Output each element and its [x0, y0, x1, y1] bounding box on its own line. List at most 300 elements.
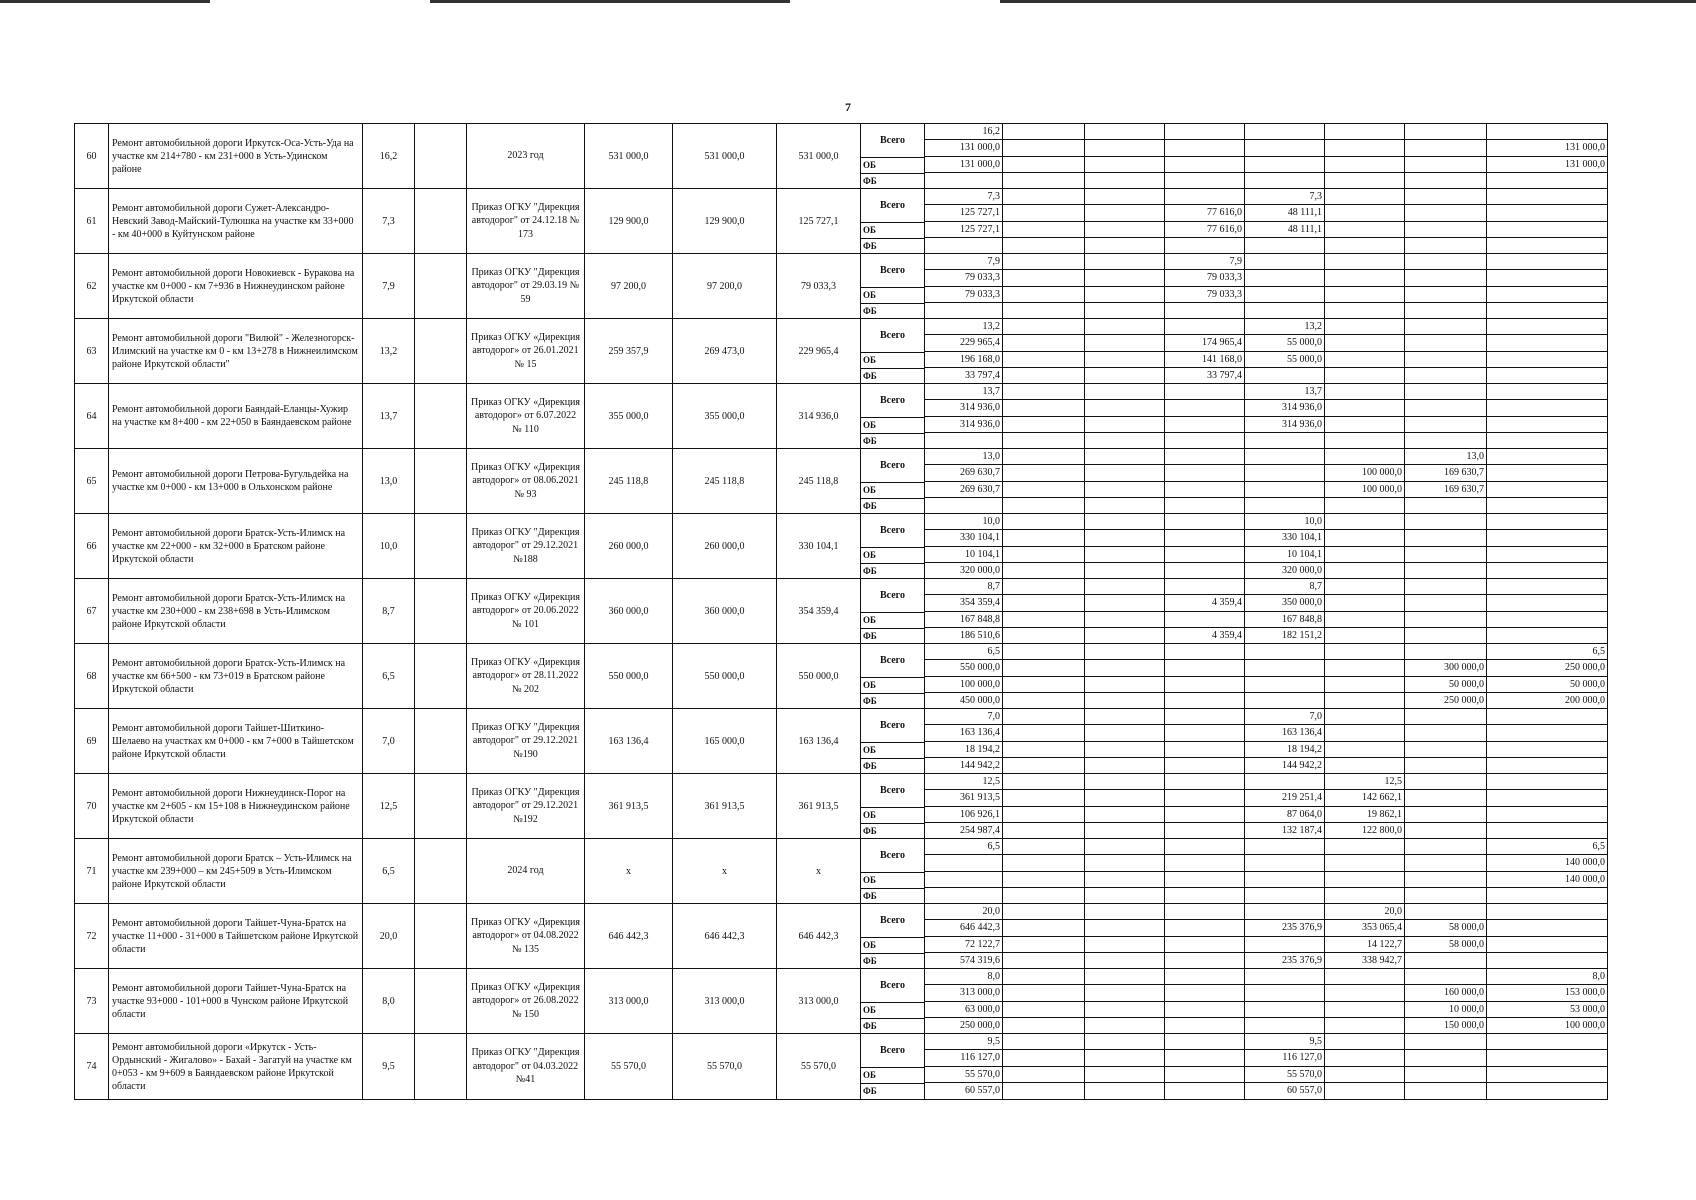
source-total-label: Всего	[861, 1034, 924, 1068]
amount-value: 60 557,0	[1287, 1084, 1322, 1096]
year-column-0	[925, 904, 1003, 968]
empty-cell	[415, 969, 467, 1033]
financing-table	[74, 123, 1608, 1100]
table-row	[75, 514, 1607, 579]
amount-value	[1405, 222, 1486, 238]
amount-value	[1085, 498, 1164, 514]
amount-value: 144 942,2	[1282, 759, 1322, 771]
amount-value	[1003, 790, 1084, 806]
road-name: Ремонт автомобильной дороги «Иркутск - Усть-Ордынский - Жигалово» - Бахай - Загатуй на участке км 0+053 - км 9+609 в Баяндаевском районе Иркутской области	[109, 1034, 363, 1099]
amount-value	[1003, 758, 1084, 774]
year-column-2	[1085, 514, 1165, 578]
amount-value	[1405, 433, 1486, 449]
amount-value	[1325, 1083, 1404, 1099]
amount-value	[1003, 1034, 1084, 1050]
amount-value	[1165, 189, 1244, 205]
contract-cost: 245 118,8	[777, 449, 861, 513]
amount-value	[1085, 709, 1164, 725]
amount-value	[1085, 1083, 1164, 1099]
contract-cost: x	[777, 839, 861, 903]
amount-value	[1085, 319, 1164, 335]
amount-value	[1405, 774, 1486, 790]
amount-value: 58 000,0	[1405, 920, 1486, 936]
source-fb-label: ФБ	[863, 175, 877, 186]
estimated-cost: 361 913,5	[585, 774, 673, 838]
year-column-6	[1405, 319, 1487, 383]
amount-value	[1245, 124, 1324, 140]
road-name: Ремонт автомобильной дороги Новокиевск - Буракова на участке км 0+000 - км 7+936 в Нижнеудинском районе Иркутской области	[109, 254, 363, 318]
funding-source	[861, 514, 925, 578]
amount-value	[1003, 872, 1084, 888]
amount-value	[1085, 433, 1164, 449]
approved-cost: 646 442,3	[673, 904, 777, 968]
amount-value	[1085, 595, 1164, 611]
amount-value	[1325, 855, 1404, 871]
year-column-5	[1325, 969, 1405, 1033]
estimated-cost: 245 118,8	[585, 449, 673, 513]
amount-value: 140 000,0	[1487, 855, 1607, 871]
table-row	[75, 189, 1607, 254]
amount-value	[1487, 547, 1607, 563]
source-ob-label: ОБ	[861, 288, 924, 304]
amount-value: 131 000,0	[925, 157, 1002, 173]
year-column-6	[1405, 839, 1487, 903]
amount-value	[1487, 823, 1607, 839]
amount-value: 79 033,3	[925, 287, 1002, 303]
amount-value	[1405, 319, 1486, 335]
amount-value	[1085, 417, 1164, 433]
amount-value	[1325, 693, 1404, 709]
year-column-1	[1003, 579, 1085, 643]
order-document: 2023 год	[467, 124, 585, 188]
amount-value	[1165, 303, 1244, 319]
year-column-2	[1085, 644, 1165, 708]
row-number: 69	[75, 709, 109, 773]
funding-source	[861, 189, 925, 253]
year-column-0	[925, 644, 1003, 708]
road-name: Ремонт автомобильной дороги Нижнеудинск-Порог на участке км 2+605 - км 15+108 в Нижнеудинском районе Иркутской области	[109, 774, 363, 838]
table-row	[75, 124, 1607, 189]
amount-value	[1487, 173, 1607, 189]
year-column-4	[1245, 904, 1325, 968]
amount-value	[1085, 823, 1164, 839]
amount-value	[1245, 270, 1324, 286]
amount-value	[1487, 498, 1607, 514]
empty-cell	[415, 189, 467, 253]
amount-value	[1405, 140, 1486, 156]
row-number: 74	[75, 1034, 109, 1099]
amount-value	[1003, 709, 1084, 725]
source-ob-label: ОБ	[861, 483, 924, 499]
amount-value	[1165, 855, 1244, 871]
contract-cost: 646 442,3	[777, 904, 861, 968]
source-ob-label: ОБ	[861, 158, 924, 174]
amount-value	[1245, 433, 1324, 449]
amount-value	[1405, 238, 1486, 254]
estimated-cost: x	[585, 839, 673, 903]
amount-value	[1165, 742, 1244, 758]
amount-value	[1405, 823, 1486, 839]
approved-cost: 165 000,0	[673, 709, 777, 773]
empty-cell	[415, 384, 467, 448]
order-document: Приказ ОГКУ "Дирекция автодорог" от 24.12.18 № 173	[467, 189, 585, 253]
road-name: Ремонт автомобильной дороги Братск-Усть-Илимск на участке км 230+000 - км 238+698 в Усть-Илимском районе Иркутской области	[109, 579, 363, 643]
road-length: 13,2	[363, 319, 415, 383]
amount-value	[1325, 384, 1404, 400]
contract-cost: 314 936,0	[777, 384, 861, 448]
page-number: 7	[845, 100, 851, 114]
amount-value: 122 800,0	[1362, 824, 1402, 836]
amount-value	[1085, 839, 1164, 855]
amount-value	[1405, 595, 1486, 611]
amount-value	[1405, 807, 1486, 823]
amount-value: 100 000,0	[925, 677, 1002, 693]
amount-value: 235 376,9	[1282, 954, 1322, 966]
year-column-5	[1325, 254, 1405, 318]
source-fb-label: ФБ	[863, 1020, 877, 1031]
contract-cost: 531 000,0	[777, 124, 861, 188]
amount-value	[1325, 1034, 1404, 1050]
empty-cell	[415, 449, 467, 513]
amount-value: 33 797,4	[1207, 369, 1242, 381]
amount-value: 150 000,0	[1444, 1019, 1484, 1031]
amount-value	[1165, 417, 1244, 433]
amount-value: 10,0	[925, 514, 1002, 530]
amount-value: 550 000,0	[925, 660, 1002, 676]
amount-value	[1325, 303, 1404, 319]
year-column-2	[1085, 384, 1165, 448]
road-name: Ремонт автомобильной дороги Баяндай-Еланцы-Хужир на участке км 8+400 - км 22+050 в Баяндаевском районе	[109, 384, 363, 448]
amount-value	[1085, 335, 1164, 351]
amount-value	[925, 433, 1002, 449]
source-total-label: Всего	[861, 969, 924, 1003]
amount-value: 20,0	[925, 904, 1002, 920]
row-number: 70	[75, 774, 109, 838]
amount-value: 18 194,2	[925, 742, 1002, 758]
amount-value: 33 797,4	[965, 369, 1000, 381]
road-name: Ремонт автомобильной дороги "Вилюй" - Железногорск-Илимский на участке км 0 - км 13+278 в Нижнеилимском районе Иркутской области"	[109, 319, 363, 383]
road-name: Ремонт автомобильной дороги Сужет-Александро-Невский Завод-Майский-Тулюшка на участке км 33+000 - км 40+000 в Куйтунском районе	[109, 189, 363, 253]
amount-value	[1487, 774, 1607, 790]
amount-value: 63 000,0	[925, 1002, 1002, 1018]
year-column-4	[1245, 709, 1325, 773]
amount-value	[1003, 465, 1084, 481]
amount-value	[1165, 433, 1244, 449]
estimated-cost: 259 357,9	[585, 319, 673, 383]
amount-value: 10 104,1	[925, 547, 1002, 563]
amount-value	[1003, 807, 1084, 823]
amount-value	[1325, 417, 1404, 433]
amount-value: 174 965,4	[1165, 335, 1244, 351]
amount-value	[1165, 400, 1244, 416]
amount-value: 6,5	[925, 644, 1002, 660]
amount-value	[1325, 254, 1404, 270]
year-column-4	[1245, 579, 1325, 643]
funding-source	[861, 969, 925, 1033]
year-column-3	[1165, 579, 1245, 643]
amount-value	[1085, 530, 1164, 546]
source-ob-label: ОБ	[861, 548, 924, 564]
amount-value	[1487, 205, 1607, 221]
empty-cell	[415, 254, 467, 318]
order-document: Приказ ОГКУ «Дирекция автодорог» от 20.06.2022 № 101	[467, 579, 585, 643]
amount-value: 100 000,0	[1565, 1019, 1605, 1031]
year-column-1	[1003, 254, 1085, 318]
amount-value	[1165, 1034, 1244, 1050]
amount-value	[1245, 303, 1324, 319]
amount-value: 330 104,1	[1245, 530, 1324, 546]
source-fb-label: ФБ	[863, 305, 877, 316]
source-ob-label: ОБ	[861, 938, 924, 954]
amount-value	[1003, 498, 1084, 514]
year-column-5	[1325, 774, 1405, 838]
amount-value	[1487, 287, 1607, 303]
year-column-1	[1003, 644, 1085, 708]
year-column-1	[1003, 839, 1085, 903]
source-ob-label: ОБ	[861, 353, 924, 369]
table-row	[75, 904, 1607, 969]
amount-value	[1165, 612, 1244, 628]
amount-value	[1245, 368, 1324, 384]
amount-value	[1405, 1067, 1486, 1083]
year-column-3	[1165, 254, 1245, 318]
estimated-cost: 550 000,0	[585, 644, 673, 708]
year-column-7	[1487, 514, 1607, 578]
year-column-6	[1405, 644, 1487, 708]
amount-value	[1085, 124, 1164, 140]
amount-value	[1405, 790, 1486, 806]
amount-value	[1325, 368, 1404, 384]
amount-value: 338 942,7	[1362, 954, 1402, 966]
amount-value: 153 000,0	[1487, 985, 1607, 1001]
year-column-5	[1325, 449, 1405, 513]
estimated-cost: 163 136,4	[585, 709, 673, 773]
year-column-6	[1405, 124, 1487, 188]
approved-cost: 531 000,0	[673, 124, 777, 188]
year-column-7	[1487, 254, 1607, 318]
amount-value	[1085, 953, 1164, 969]
amount-value	[1085, 855, 1164, 871]
amount-value	[1325, 530, 1404, 546]
amount-value: 55 570,0	[925, 1067, 1002, 1083]
amount-value	[1245, 449, 1324, 465]
amount-value: 144 942,2	[960, 759, 1000, 771]
road-name: Ремонт автомобильной дороги Братск-Усть-Илимск на участке км 22+000 - км 32+000 в Братском районе Иркутской области	[109, 514, 363, 578]
amount-value	[1165, 920, 1244, 936]
funding-source	[861, 1034, 925, 1099]
amount-value	[1325, 319, 1404, 335]
amount-value: 200 000,0	[1565, 694, 1605, 706]
source-ob-label: ОБ	[861, 743, 924, 759]
year-column-6	[1405, 1034, 1487, 1099]
amount-value	[1487, 888, 1607, 904]
amount-value	[1085, 612, 1164, 628]
amount-value	[925, 855, 1002, 871]
source-total-label: Всего	[861, 774, 924, 808]
amount-value	[1405, 872, 1486, 888]
amount-value	[1003, 953, 1084, 969]
amount-value	[1405, 953, 1486, 969]
amount-value	[1085, 140, 1164, 156]
amount-value	[1325, 400, 1404, 416]
source-fb-label: ФБ	[863, 565, 877, 576]
amount-value	[1165, 482, 1244, 498]
amount-value: 13,2	[925, 319, 1002, 335]
amount-value	[1245, 937, 1324, 953]
amount-value	[1003, 482, 1084, 498]
amount-value	[1085, 270, 1164, 286]
amount-value: 13,7	[925, 384, 1002, 400]
amount-value	[1245, 1002, 1324, 1018]
source-fb-label: ФБ	[863, 1085, 877, 1096]
year-column-1	[1003, 189, 1085, 253]
amount-value	[1487, 742, 1607, 758]
amount-value	[1405, 839, 1486, 855]
year-column-0	[925, 254, 1003, 318]
year-column-4	[1245, 254, 1325, 318]
amount-value	[1085, 628, 1164, 644]
amount-value	[1325, 547, 1404, 563]
amount-value: 87 064,0	[1245, 807, 1324, 823]
source-fb-label: ФБ	[863, 825, 877, 836]
amount-value	[1487, 124, 1607, 140]
empty-cell	[415, 774, 467, 838]
amount-value	[1245, 904, 1324, 920]
table-row	[75, 969, 1607, 1034]
amount-value: 79 033,3	[1165, 287, 1244, 303]
amount-value	[1405, 725, 1486, 741]
amount-value	[1165, 725, 1244, 741]
amount-value	[1085, 1018, 1164, 1034]
amount-value	[1165, 498, 1244, 514]
year-column-0	[925, 514, 1003, 578]
scan-edge-left	[0, 0, 210, 3]
road-length: 13,7	[363, 384, 415, 448]
amount-value	[1085, 400, 1164, 416]
amount-value	[1085, 465, 1164, 481]
amount-value	[1085, 482, 1164, 498]
amount-value	[1325, 563, 1404, 579]
amount-value	[1325, 189, 1404, 205]
amount-value	[1165, 1002, 1244, 1018]
funding-source	[861, 904, 925, 968]
road-length: 6,5	[363, 839, 415, 903]
amount-value: 20,0	[1325, 904, 1404, 920]
road-length: 20,0	[363, 904, 415, 968]
amount-value	[1085, 1034, 1164, 1050]
amount-value	[1003, 595, 1084, 611]
empty-cell	[415, 124, 467, 188]
amount-value: 353 065,4	[1325, 920, 1404, 936]
amount-value	[1245, 693, 1324, 709]
contract-cost: 229 965,4	[777, 319, 861, 383]
amount-value	[1325, 1050, 1404, 1066]
amount-value	[1165, 563, 1244, 579]
road-name: Ремонт автомобильной дороги Иркутск-Оса-Усть-Уда на участке км 214+780 - км 231+000 в Усть-Удинском районе	[109, 124, 363, 188]
amount-value	[1085, 693, 1164, 709]
contract-cost: 550 000,0	[777, 644, 861, 708]
source-fb-label: ФБ	[863, 760, 877, 771]
amount-value: 50 000,0	[1487, 677, 1607, 693]
amount-value	[1405, 612, 1486, 628]
row-number: 71	[75, 839, 109, 903]
amount-value	[1487, 758, 1607, 774]
amount-value	[1405, 547, 1486, 563]
amount-value	[1405, 530, 1486, 546]
amount-value: 314 936,0	[1245, 417, 1324, 433]
amount-value: 574 319,6	[960, 954, 1000, 966]
amount-value: 10,0	[1245, 514, 1324, 530]
amount-value	[1245, 1018, 1324, 1034]
amount-value	[1003, 530, 1084, 546]
order-document: Приказ ОГКУ «Дирекция автодорог» от 26.01.2021 № 15	[467, 319, 585, 383]
amount-value	[1085, 888, 1164, 904]
estimated-cost: 360 000,0	[585, 579, 673, 643]
amount-value: 450 000,0	[960, 694, 1000, 706]
year-column-1	[1003, 1034, 1085, 1099]
amount-value	[1405, 758, 1486, 774]
amount-value	[1325, 612, 1404, 628]
empty-cell	[415, 839, 467, 903]
year-column-2	[1085, 579, 1165, 643]
year-column-7	[1487, 839, 1607, 903]
amount-value	[1085, 189, 1164, 205]
road-name: Ремонт автомобильной дороги Тайшет-Чуна-Братск на участке 93+000 - 101+000 в Чунском районе Иркутской области	[109, 969, 363, 1033]
amount-value: 8,7	[925, 579, 1002, 595]
amount-value	[1487, 595, 1607, 611]
amount-value: 100 000,0	[1325, 482, 1404, 498]
amount-value	[1165, 693, 1244, 709]
amount-value: 646 442,3	[925, 920, 1002, 936]
amount-value	[1245, 465, 1324, 481]
amount-value	[1487, 1050, 1607, 1066]
amount-value	[1245, 498, 1324, 514]
amount-value	[1003, 855, 1084, 871]
amount-value	[1165, 173, 1244, 189]
source-total-label: Всего	[861, 254, 924, 288]
amount-value	[1487, 270, 1607, 286]
year-column-4	[1245, 1034, 1325, 1099]
amount-value	[1003, 189, 1084, 205]
road-name: Ремонт автомобильной дороги Тайшет-Чуна-Братск на участке 11+000 - 31+000 в Тайшетском районе Иркутской области	[109, 904, 363, 968]
amount-value	[1085, 660, 1164, 676]
amount-value: 55 000,0	[1245, 335, 1324, 351]
amount-value	[1487, 465, 1607, 481]
amount-value: 313 000,0	[925, 985, 1002, 1001]
amount-value	[1165, 579, 1244, 595]
year-column-5	[1325, 904, 1405, 968]
amount-value: 8,0	[1487, 969, 1607, 985]
amount-value	[1165, 514, 1244, 530]
year-column-2	[1085, 709, 1165, 773]
amount-value	[1325, 352, 1404, 368]
amount-value: 7,0	[925, 709, 1002, 725]
amount-value	[1085, 677, 1164, 693]
amount-value: 186 510,6	[960, 629, 1000, 641]
amount-value	[1487, 417, 1607, 433]
approved-cost: 313 000,0	[673, 969, 777, 1033]
amount-value: 350 000,0	[1245, 595, 1324, 611]
amount-value	[1245, 482, 1324, 498]
year-column-3	[1165, 384, 1245, 448]
amount-value	[1487, 1034, 1607, 1050]
funding-source	[861, 124, 925, 188]
source-fb-label: ФБ	[863, 500, 877, 511]
amount-value: 125 727,1	[925, 205, 1002, 221]
amount-value: 77 616,0	[1165, 205, 1244, 221]
amount-value	[1085, 904, 1164, 920]
amount-value	[1405, 352, 1486, 368]
